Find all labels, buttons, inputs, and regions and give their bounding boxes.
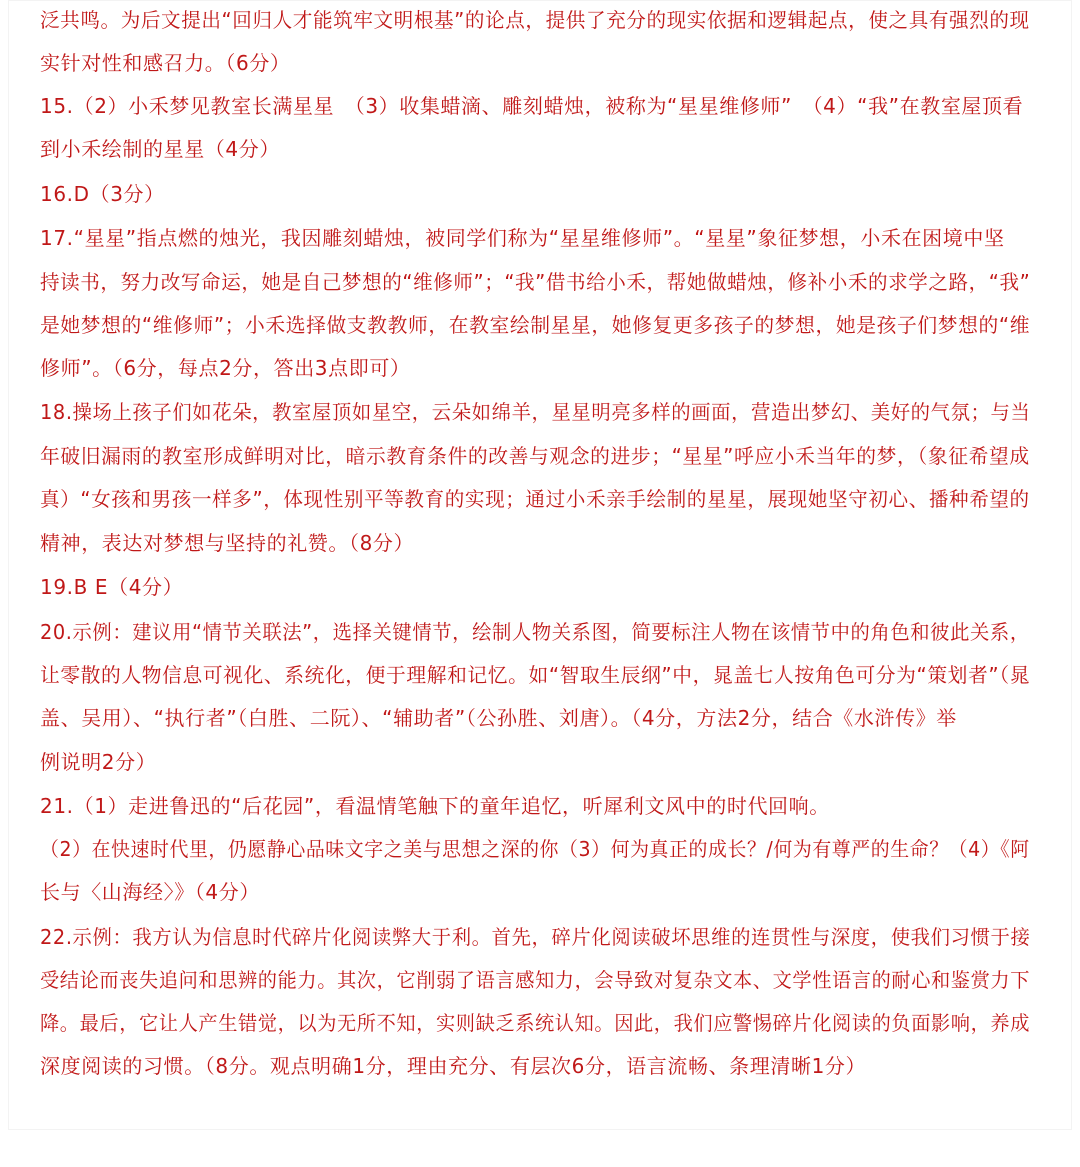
text-line: 持读书，努力改写命运，她是自己梦想的“维修师”；“我”借书给小禾，帮她做蜡烛，修补小禾的求学之路，“我”	[40, 270, 1031, 294]
text-line: 21.（1）走进鲁迅的“后花园”，看温情笔触下的童年追忆，听犀利文风中的时代回响。	[40, 794, 830, 818]
text-line: 深度阅读的习惯。（8分。观点明确1分，理由充分、有层次6分，语言流畅、条理清晰1分）	[40, 1054, 867, 1078]
text-line: 真）“女孩和男孩一样多”，体现性别平等教育的实现；通过小禾亲手绘制的星星，展现她坚守初心、播种希望的	[40, 487, 1030, 511]
text-line: 20.示例：建议用“情节关联法”，选择关键情节，绘制人物关系图，简要标注人物在该情节中的角色和彼此关系，	[40, 620, 1030, 644]
text-line: 是她梦想的“维修师”；小禾选择做支教教师，在教室绘制星星，她修复更多孩子的梦想，她是孩子们梦想的“维	[40, 313, 1031, 337]
text-line: 实针对性和感召力。（6分）	[40, 51, 291, 75]
text-line: 到小禾绘制的星星（4分）	[40, 137, 280, 161]
text-line: 18.操场上孩子们如花朵，教室屋顶如星空，云朵如绵羊，星星明亮多样的画面，营造出梦幻、美好的气氛；与当	[40, 400, 1031, 424]
text-line: 受结论而丧失追问和思辨的能力。其次，它削弱了语言感知力，会导致对复杂文本、文学性语言的耐心和鉴赏力下	[40, 968, 1030, 992]
text-line: 16.D（3分）	[40, 182, 165, 206]
text-line: 19.B E（4分）	[40, 575, 184, 599]
text-line: 让零散的人物信息可视化、系统化，便于理解和记忆。如“智取生辰纲”中，晁盖七人按角色可分为“策划者”（晁	[40, 663, 1031, 687]
page-border	[8, 0, 1072, 1130]
text-line: 盖、吴用）、“执行者”（白胜、二阮）、“辅助者”（公孙胜、刘唐）。（4分，方法2分，结合《水浒传》举	[40, 706, 957, 730]
text-line: 泛共鸣。为后文提出“回归人才能筑牢文明根基”的论点，提供了充分的现实依据和逻辑起点，使之具有强烈的现	[40, 8, 1030, 32]
text-line: 年破旧漏雨的教室形成鲜明对比，暗示教育条件的改善与观念的进步；“星星”呼应小禾当年的梦，（象征希望成	[40, 444, 1030, 468]
text-line: 长与〈山海经〉》（4分）	[40, 880, 260, 904]
text-line: 修师”。（6分，每点2分，答出3点即可）	[40, 356, 411, 380]
text-line: 例说明2分）	[40, 750, 157, 774]
text-line: 精神，表达对梦想与坚持的礼赞。（8分）	[40, 531, 415, 555]
text-line: 降。最后，它让人产生错觉，以为无所不知，实则缺乏系统认知。因此，我们应警惕碎片化阅读的负面影响，养成	[40, 1011, 1030, 1035]
text-line: 15.（2）小禾梦见教室长满星星 （3）收集蜡滴、雕刻蜡烛，被称为“星星维修师” （4）“我”在教室屋顶看	[40, 94, 1024, 118]
text-line: （2）在快速时代里，仍愿静心品味文字之美与思想之深的你（3）何为真正的成长？/何为有尊严的生命？（4）《阿	[40, 837, 1030, 861]
text-line: 22.示例：我方认为信息时代碎片化阅读弊大于利。首先，碎片化阅读破坏思维的连贯性与深度，使我们习惯于接	[40, 925, 1031, 949]
text-line: 17.“星星”指点燃的烛光，我因雕刻蜡烛，被同学们称为“星星维修师”。“星星”象征梦想，小禾在困境中坚	[40, 226, 1005, 250]
